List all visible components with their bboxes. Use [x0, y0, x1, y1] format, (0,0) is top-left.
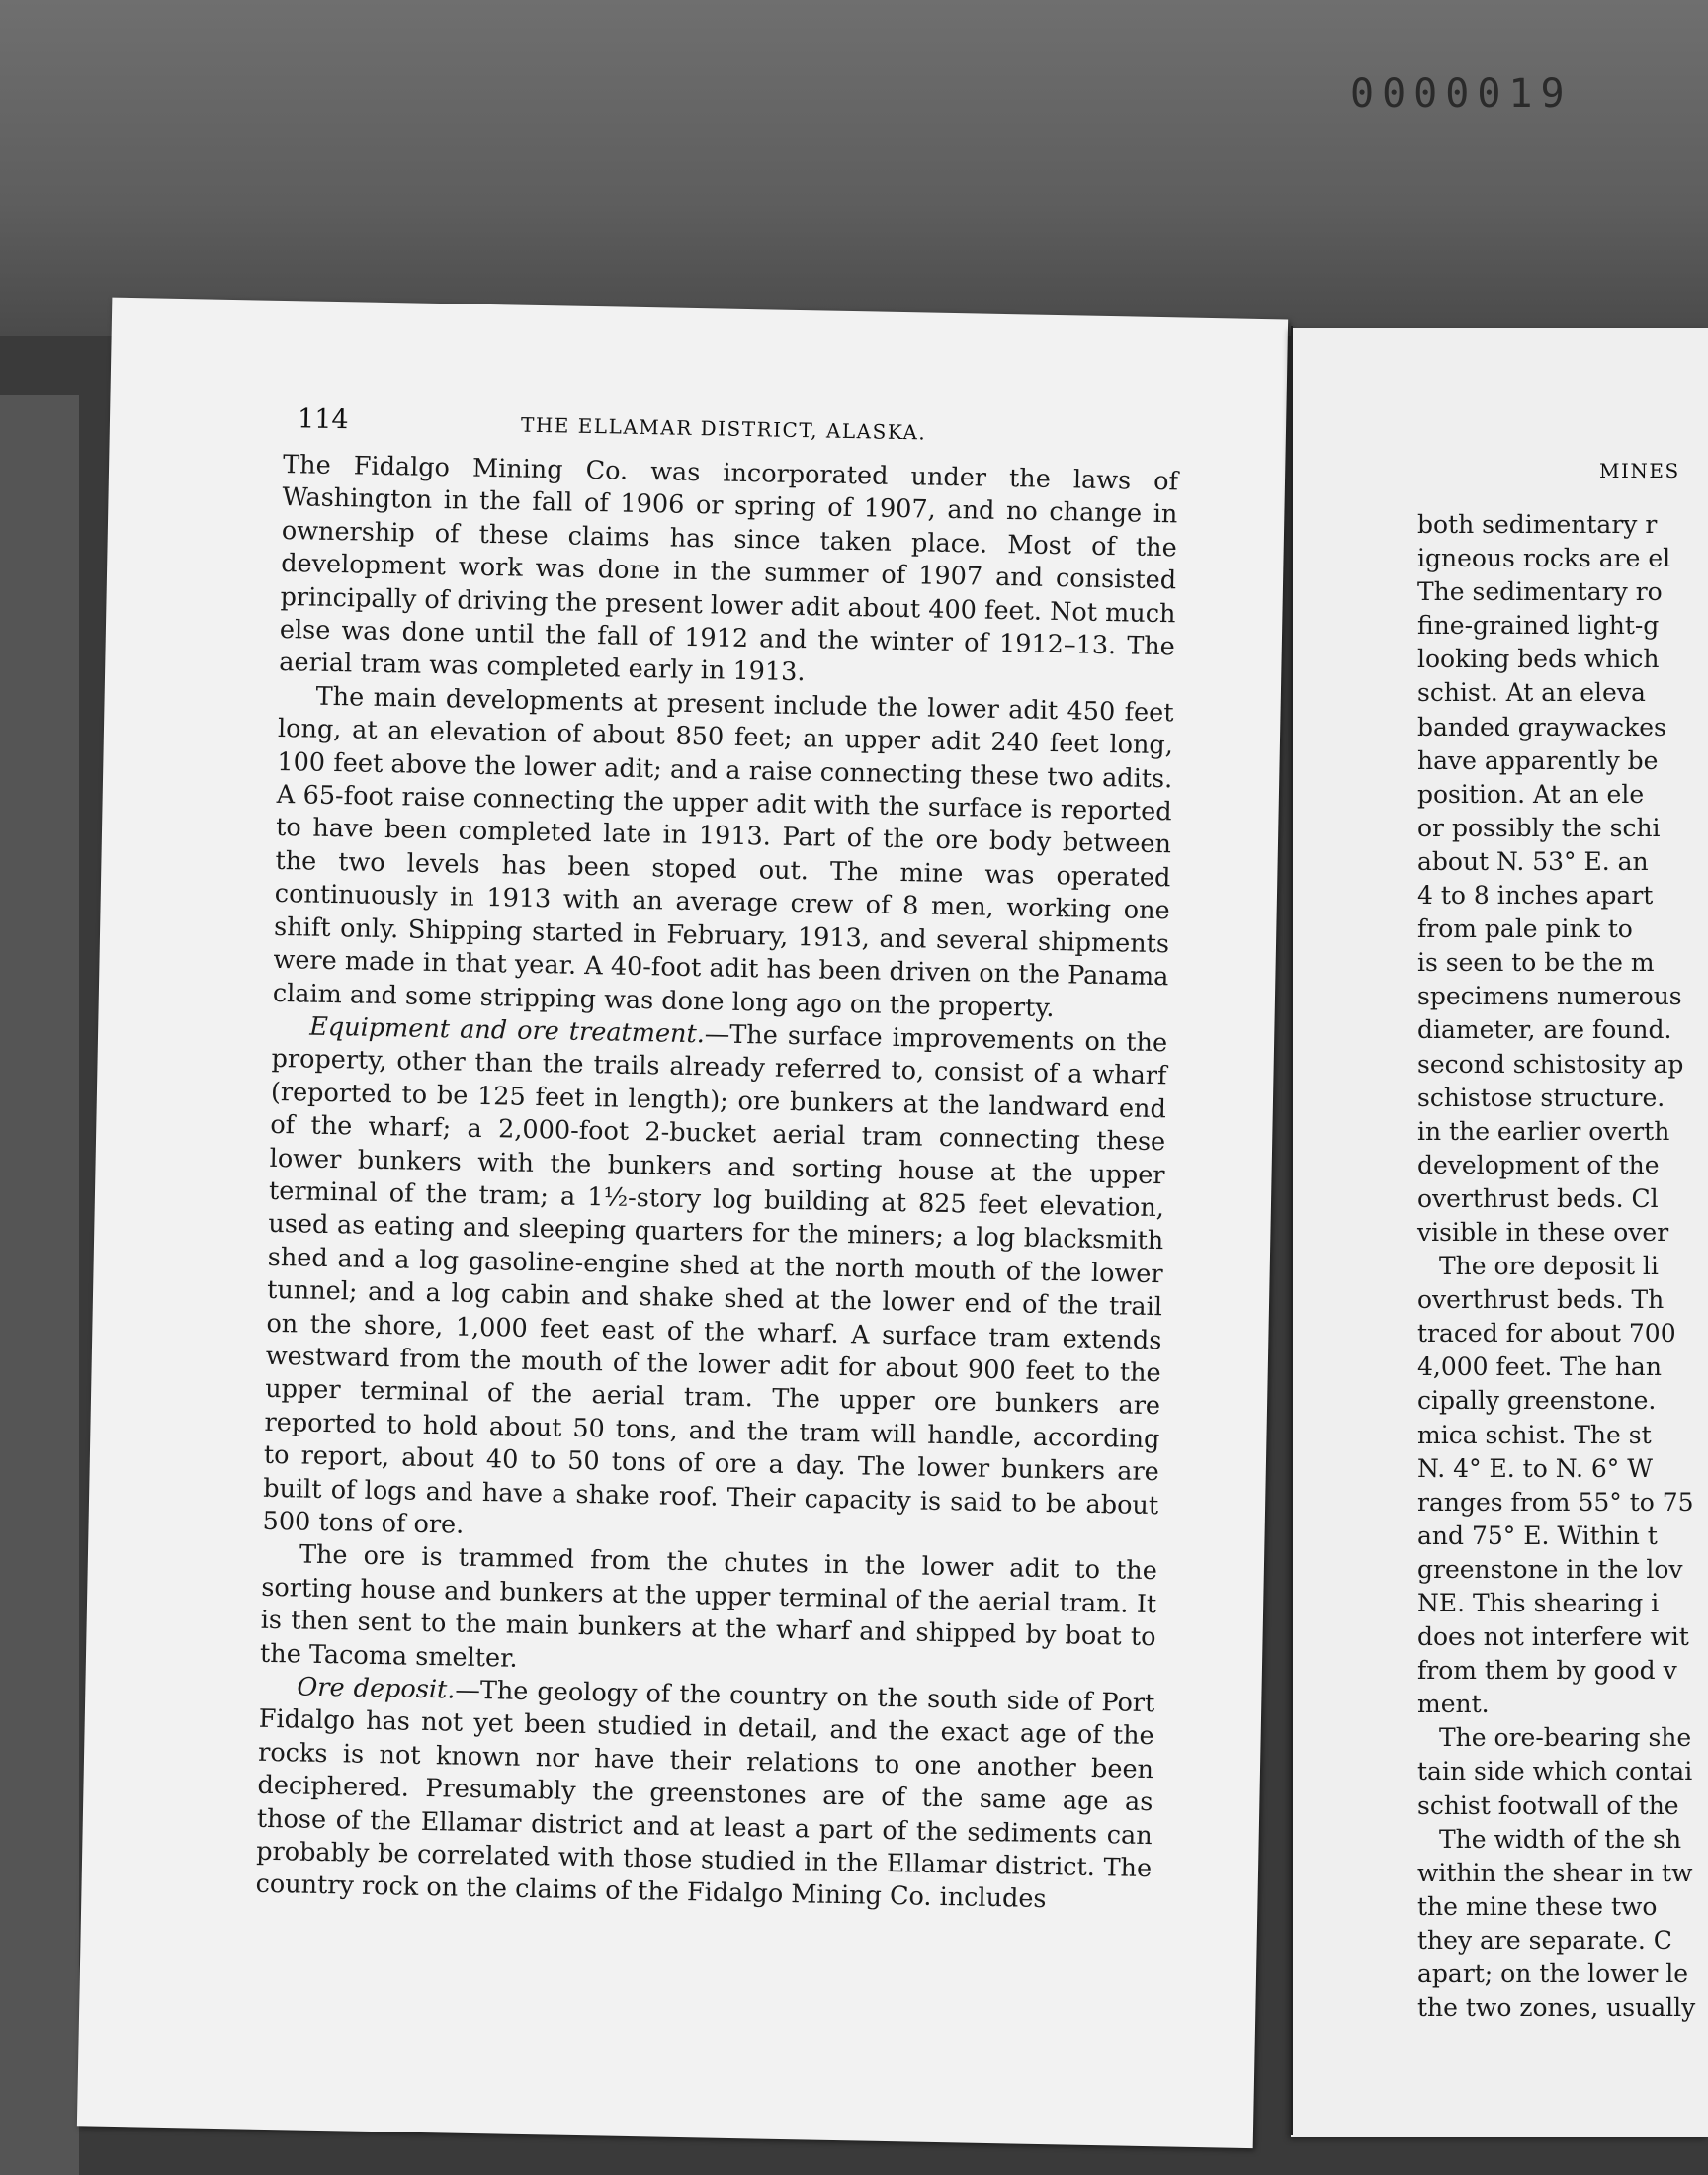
right-page-line: looking beds which: [1417, 645, 1660, 674]
right-page-line: greenstone in the lov: [1417, 1554, 1683, 1584]
right-page-line: diameter, are found.: [1417, 1015, 1672, 1045]
right-page-line: The ore deposit li: [1439, 1252, 1659, 1281]
equipment-heading: Equipment and ore treatment.: [308, 1011, 706, 1050]
right-page-line: 4,000 feet. The han: [1417, 1352, 1662, 1382]
equipment-text: —The surface improvements on the property, other than the trails already referred to, consist of a wharf (reported to be 125 feet in length); ore bunkers at the landward end of the wharf; a 2,000-foot 2-bucket aerial tram connecting these lower bunkers with the bunkers and sorting house at the upper terminal of the tram; a 1½-story log building at 825 feet elevation, used as eating and sleeping quarters for the miners; a log blacksmith shed and a log gasoline-engine shed at the north mouth of the lower tunnel; and a log cabin and shake shed at the lower end of the trail on the shore, 1,000 feet east of the wharf. A surface tram extends westward from the mouth of the lower adit for about 900 feet to the upper terminal of the aerial tram. The upper ore bunkers are reported to hold about 50 tons, and the tram will handle, according to report, about 40 to 50 tons of ore a day. The lower bunkers are built of logs and have a shake roof. Their capacity is said to be about 500 tons of ore.: [262, 1019, 1168, 1540]
paragraph-developments: The main developments at present include the lower adit 450 feet long, at an elevation of about 850 feet; an upper adit 240 feet long, 100 feet above the lower adit; and a raise connecting these two adits. A 65-foot raise connecting the upper adit with the surface is reported to have been completed late in 1913. Part of the ore body between the two levels has been stoped out. The mine was operated continuously in 1913 with an average crew of 8 men, working one shift only. Shipping started in February, 1913, and several shipments were made in that year. A 40-foot adit has been driven on the Panama claim and some stripping was done long ago on the property.: [272, 681, 1174, 1023]
paragraph-trammed: The ore is trammed from the chutes in the lower adit to the sorting house and bunkers at the upper terminal of the aerial tram. It is then sent to the main bunkers at the wharf and shipped by boat to the Tacoma smelter.: [259, 1539, 1158, 1674]
right-page-line: fine-grained light-g: [1417, 611, 1660, 641]
right-page-line: have apparently be: [1417, 745, 1659, 775]
paragraph-incorporation: The Fidalgo Mining Co. was incorporated under the laws of Washington in the fall of 1906 or spring of 1907, and no change in ownership of these claims has since taken place. Most of the development work was done in the summer of 1907 and consisted principally of driving the present lower adit about 400 feet. Not much else was done until the fall of 1912 and the winter of 1912–13. The aerial tram was completed early in 1913.: [279, 449, 1179, 688]
right-page-line: traced for about 700: [1417, 1319, 1676, 1348]
page-number: 114: [297, 403, 349, 436]
right-page-line: ment.: [1417, 1690, 1490, 1719]
right-page-line: schist footwall of the: [1417, 1790, 1679, 1820]
running-head: THE ELLAMAR DISTRICT, ALASKA.: [520, 412, 927, 445]
right-page-line: ranges from 55° to 75: [1417, 1487, 1694, 1517]
paragraph-ore-deposit: [255, 1671, 1154, 1919]
right-page-line: apart; on the lower le: [1417, 1959, 1689, 1989]
right-page-line: 4 to 8 inches apart: [1417, 881, 1654, 911]
right-page-line: NE. This shearing i: [1417, 1589, 1660, 1617]
right-page-line: position. At an ele: [1417, 779, 1645, 809]
right-page-line: specimens numerous: [1417, 982, 1682, 1011]
page-gutter: [1291, 326, 1293, 2135]
paragraph-equipment: [262, 1010, 1167, 1556]
right-running-head: MINES: [1599, 459, 1680, 482]
right-page-line: schist. At an eleva: [1417, 678, 1646, 708]
right-page-line: does not interfere wit: [1417, 1622, 1689, 1652]
right-page-line: The sedimentary ro: [1417, 577, 1663, 607]
right-page: [1291, 328, 1708, 2137]
right-page-line: from them by good v: [1417, 1656, 1677, 1686]
scanner-backdrop: [0, 0, 1708, 336]
right-page-line: the two zones, usually: [1417, 1993, 1696, 2023]
right-page-line: igneous rocks are el: [1417, 544, 1671, 573]
right-page-line: N. 4° E. to N. 6° W: [1417, 1453, 1653, 1483]
right-page-line: development of the: [1417, 1150, 1660, 1179]
document-stamp-number: 0000019: [1350, 71, 1573, 117]
right-page-line: second schistosity ap: [1417, 1049, 1684, 1079]
right-page-line: the mine these two: [1417, 1891, 1658, 1921]
right-page-line: tain side which contai: [1417, 1757, 1693, 1786]
left-page-body: [255, 449, 1178, 1919]
right-page-line: banded graywackes: [1417, 712, 1666, 741]
right-page-body: [1417, 508, 1708, 2025]
right-page-line: from pale pink to: [1417, 914, 1633, 944]
ore-deposit-text: —The geology of the country on the south side of Port Fidalgo has not yet been studied in detail, and the exact age of the rocks is not known nor have their relations to one another been deciphered. Presumably the greenstones are of the same age as those of the Ellamar district and at least a part of the sediments can probably be correlated with those studied in the Ellamar district. The country rock on the claims of the Fidalgo Mining Co. includes: [255, 1675, 1155, 1915]
right-page-line: is seen to be the m: [1417, 948, 1655, 978]
right-page-line: overthrust beds. Th: [1417, 1285, 1665, 1315]
scan-left-edge: [0, 395, 79, 2175]
right-page-line: mica schist. The st: [1417, 1420, 1652, 1449]
right-page-line: overthrust beds. Cl: [1417, 1183, 1659, 1213]
right-page-line: they are separate. C: [1417, 1925, 1672, 1955]
left-page: [77, 298, 1288, 2149]
ore-deposit-heading: Ore deposit.: [297, 1672, 456, 1705]
right-page-line: cipally greenstone.: [1417, 1386, 1657, 1416]
right-page-line: both sedimentary r: [1417, 510, 1658, 539]
right-page-line: schistose structure.: [1417, 1083, 1665, 1112]
left-page-header: [298, 403, 1266, 453]
right-page-line: visible in these over: [1417, 1217, 1669, 1247]
right-page-line: and 75° E. Within t: [1417, 1521, 1658, 1550]
right-page-line: The ore-bearing she: [1439, 1723, 1692, 1753]
right-page-line: or possibly the schi: [1417, 813, 1661, 842]
right-page-line: within the shear in tw: [1417, 1858, 1693, 1887]
right-page-line: in the earlier overth: [1417, 1116, 1670, 1146]
right-page-line: The width of the sh: [1439, 1824, 1682, 1854]
right-page-line: about N. 53° E. an: [1417, 846, 1649, 876]
